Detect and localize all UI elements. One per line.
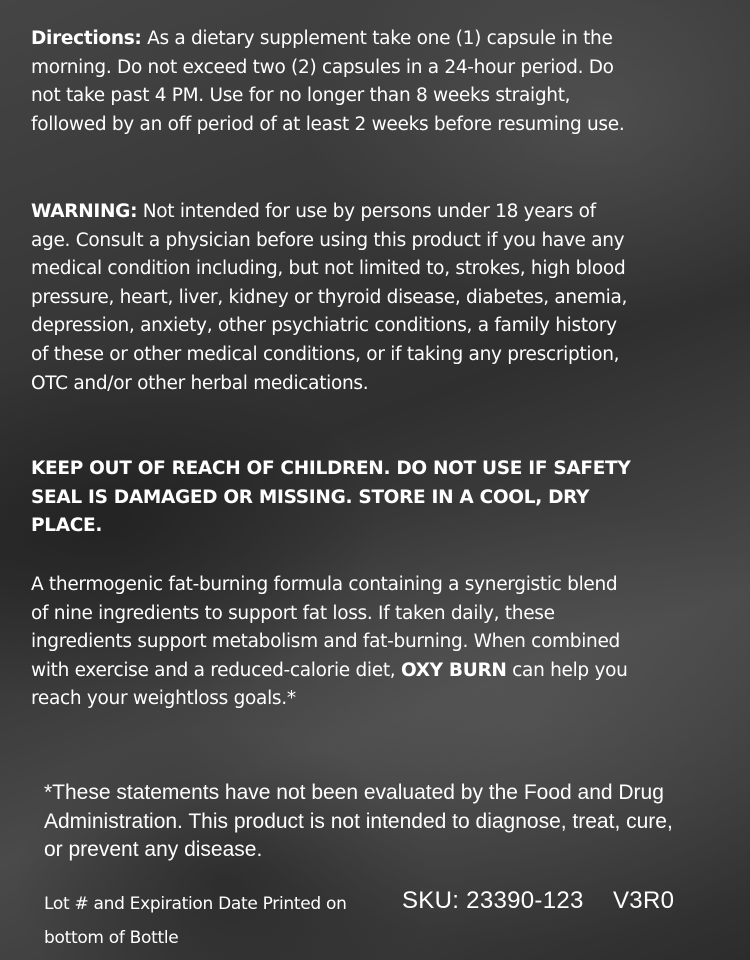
sku-code: SKU: 23390-123 (402, 887, 584, 914)
lot-expiration-note: Lot # and Expiration Date Printed on bottom of Bottle (44, 894, 347, 948)
description-text-before: A thermogenic fat-burning formula containing a synergistic blend of nine ingredients to support fat loss. If taken daily, these ingredients support metabolism and fat-burning. When combined with exercise and a reduced-calorie diet, (31, 574, 620, 681)
keep-out-notice: KEEP OUT OF REACH OF CHILDREN. DO NOT USE IF SAFETY SEAL IS DAMAGED OR MISSING. STORE IN A COOL, DRY PLACE. (31, 458, 631, 537)
directions-paragraph (31, 25, 631, 139)
directions-text: As a dietary supplement take one (1) capsule in the morning. Do not exceed two (2) capsules in a 24-hour period. Do not take past 4 PM. Use for no longer than 8 weeks straight, followed by an off period of at least 2 weeks before resuming use. (31, 28, 625, 135)
directions-heading: Directions: (31, 28, 142, 49)
version-code: V3R0 (613, 887, 675, 914)
fda-disclaimer: *These statements have not been evaluated by the Food and Drug Administration. This product is not intended to diagnose, treat, cure, or prevent any disease. (44, 781, 673, 861)
product-name: OXY BURN (400, 659, 507, 681)
description-text-after: can help you reach your weightloss goals.* (31, 659, 628, 710)
warning-text: Not intended for use by persons under 18 years of age. Consult a physician before using this product if you have any medical condition including, but not limited to, strokes, high blood pressure, heart, liver, kidney or thyroid disease, diabetes, anemia, depression, anxiety, other psychiatric conditions, a family history of these or other medical conditions, or if taking any prescription, OTC and/or other herbal medications. (31, 201, 628, 394)
warning-heading: WARNING: (31, 201, 138, 222)
product-description (31, 571, 631, 714)
warning-paragraph (31, 198, 631, 398)
